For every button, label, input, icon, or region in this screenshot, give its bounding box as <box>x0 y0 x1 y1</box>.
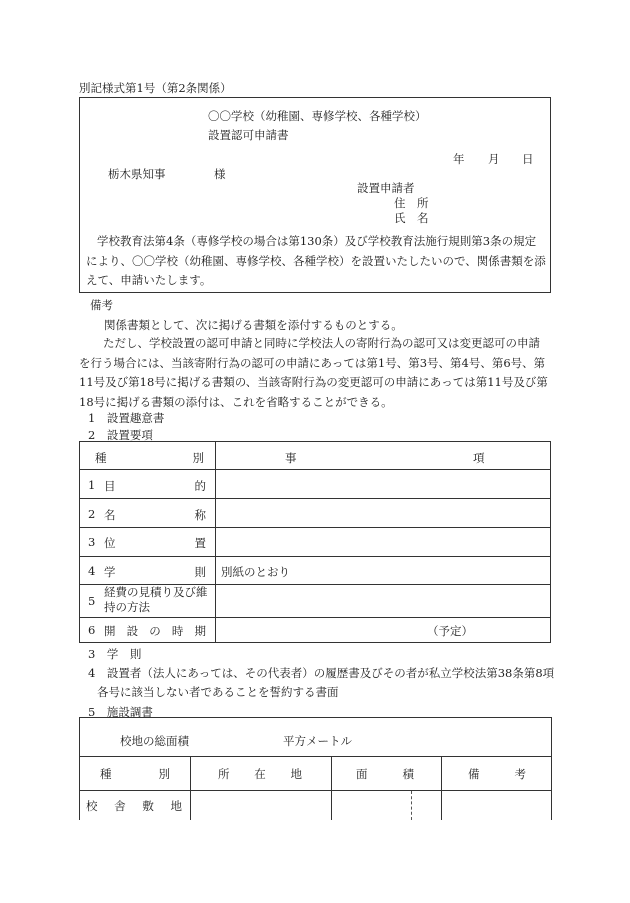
address-label: 住 所 <box>394 196 429 210</box>
date-month: 月 <box>488 152 500 166</box>
row-label-opening: 開 設 の 時 期 <box>104 624 206 638</box>
row-value-rules: 別紙のとおり <box>221 565 290 579</box>
row-label-rules: 学 則 <box>104 565 206 579</box>
row-label-expenses-1: 経費の見積り及び維 <box>104 585 208 599</box>
site-area-label: 校地の総面積 <box>120 734 189 748</box>
row-label-name: 名 称 <box>104 508 206 522</box>
site-area-unit: 平方メートル <box>283 734 352 748</box>
addressee: 栃木県知事 <box>108 167 166 181</box>
table1-header-matter-2: 項 <box>473 451 485 465</box>
table1-header-matter-1: 事 <box>285 451 297 465</box>
row-num: 1 <box>88 478 96 492</box>
item-4-line1: 4 設置者（法人にあっては、その代表者）の履歴書及びその者が私立学校法第38条第8項 <box>88 666 555 680</box>
row-label-purpose: 目 的 <box>104 479 206 493</box>
table2-header-location: 所 在 地 <box>218 767 302 781</box>
row-num: 5 <box>88 594 96 608</box>
school-name: 〇〇学校（幼稚園、専修学校、各種学校） <box>208 109 427 123</box>
table2-header-area: 面 積 <box>356 767 414 781</box>
item-2: 2 設置要項 <box>88 428 153 442</box>
date-year: 年 <box>453 152 465 166</box>
form-name: 設置認可申請書 <box>208 128 289 142</box>
table1-header-category: 種 別 <box>95 451 204 465</box>
remarks-para1: 関係書類として、次に掲げる書類を添付するものとする。 <box>104 318 403 332</box>
table2-row-school-site: 校 舎 敷 地 <box>86 799 182 813</box>
table2-header-category: 種 別 <box>100 767 170 781</box>
row-num: 4 <box>88 564 96 578</box>
name-label: 氏 名 <box>394 211 429 225</box>
item-3: 3 学 則 <box>88 647 142 661</box>
row-num: 2 <box>88 507 96 521</box>
row-num: 3 <box>88 535 96 549</box>
table2-header-remarks: 備 考 <box>468 767 526 781</box>
row-value-opening: （予定） <box>427 624 473 638</box>
row-label-expenses-2: 持の方法 <box>104 600 150 614</box>
item-5: 5 施設調書 <box>88 705 153 719</box>
remarks-para2: ただし、学校設置の認可申請と同時に学校法人の寄附行為の認可又は変更認可の申請を行う場合には、当該寄附行為の認可の申請にあっては第1号、第3号、第4号、第6号、第11号及び第18号に掲げる書類の、当該寄附行為の変更認可の申請にあっては第11号及び第18号に掲げる書類の添付は、これを省略することができる。 <box>79 336 548 409</box>
row-label-location: 位 置 <box>104 536 206 550</box>
application-body: 学校教育法第4条（専修学校の場合は第130条）及び学校教育法施行規則第3条の規定により、〇〇学校（幼稚園、専修学校、各種学校）を設置いたしたいので、関係書類を添えて、申請いたします。 <box>86 234 546 287</box>
form-title: 別記様式第1号（第2条関係） <box>79 81 232 95</box>
applicant-label: 設置申請者 <box>357 181 415 195</box>
date-day: 日 <box>522 152 534 166</box>
honorific: 様 <box>214 167 226 181</box>
row-num: 6 <box>88 623 96 637</box>
item-4-line2: 各号に該当しない者であることを誓約する書面 <box>97 685 339 699</box>
remarks-heading: 備考 <box>90 298 113 312</box>
item-1: 1 設置趣意書 <box>88 411 165 425</box>
